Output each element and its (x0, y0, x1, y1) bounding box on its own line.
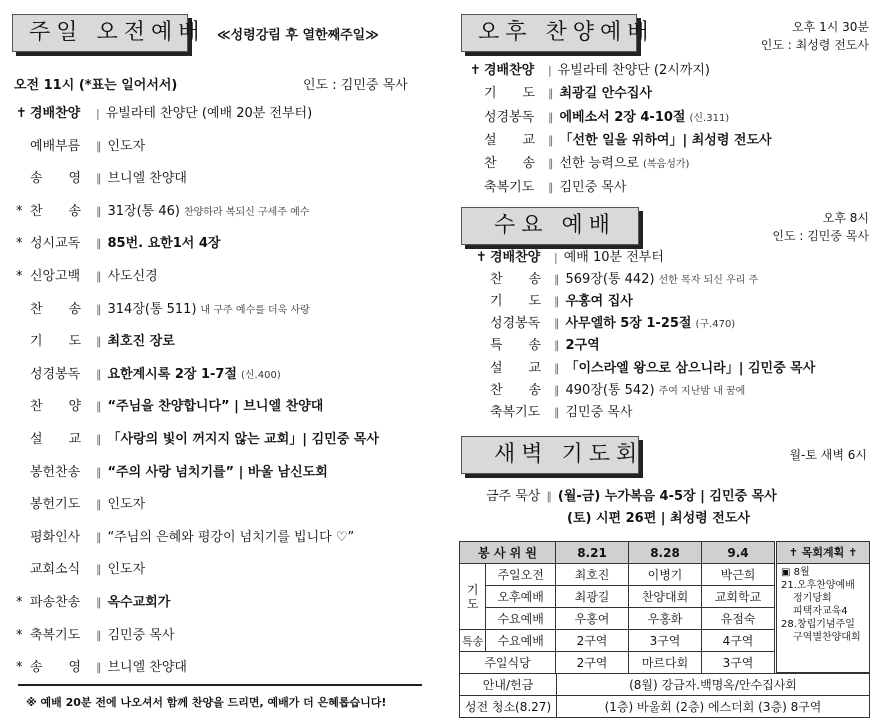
pastoral-plan-item: ▣ 8월 (781, 567, 810, 578)
order-label: 송 영 (30, 660, 82, 676)
order-item (16, 301, 310, 320)
schedule-guide-label: 안내/헌금 (460, 674, 557, 696)
order-item (470, 109, 729, 128)
order-label: 찬 송 (484, 156, 536, 172)
order-separator: ∥ (96, 270, 102, 283)
dawn-meditation-row (486, 488, 777, 506)
dawn-time: 월-토 새벽 6시 (789, 448, 867, 462)
service-schedule-footer-table (459, 673, 870, 718)
order-mark: * (16, 627, 23, 643)
schedule-row-label: 주일오전 (486, 564, 556, 586)
wednesday-time: 오후 8시 (822, 211, 869, 225)
afternoon-leader: 인도 : 최성령 전도사 (760, 38, 869, 52)
afternoon-title: 오후 찬양예배 (461, 14, 637, 52)
sunday-subtitle: ≪성령강림 후 열한째주일≫ (217, 28, 379, 43)
schedule-group-special: 특송 (460, 630, 486, 652)
order-label: 경배찬양 (484, 63, 535, 78)
order-content: 김민중 목사 (559, 179, 627, 195)
order-separator: ∥ (548, 157, 554, 171)
schedule-cell: 2구역 (556, 652, 629, 674)
order-item (470, 179, 626, 197)
schedule-cell: 최광길 (556, 586, 629, 608)
order-content: 2구역 (565, 338, 600, 354)
order-content: 「선한 일을 위하여」| 최성령 전도사 (559, 132, 772, 148)
order-separator: ∥ (96, 237, 102, 251)
order-label: 경배찬양 (30, 106, 81, 121)
order-item (470, 62, 710, 80)
order-label: 기 도 (484, 86, 536, 102)
order-separator: ∥ (554, 339, 560, 353)
order-mark: * (16, 660, 23, 676)
order-separator: ∥ (554, 273, 560, 287)
order-separator: ∥ (96, 563, 102, 577)
order-item (16, 431, 379, 449)
order-separator: ∥ (96, 139, 102, 153)
order-item (16, 464, 328, 482)
dawn-sep: ∥ (546, 490, 552, 503)
order-note: 찬양하라 복되신 구세주 예수 (183, 206, 310, 218)
order-label: 성경봉독 (484, 109, 535, 125)
pastoral-plan-item: 구역별찬양대회 (793, 632, 861, 643)
order-content: 사도신경 (107, 269, 158, 284)
order-label: 특 송 (490, 338, 542, 354)
dawn-line2: (토) 시편 26편 | 최성령 전도사 (567, 511, 750, 526)
order-item (476, 271, 758, 290)
order-item (470, 132, 772, 150)
order-content: 사무엘하 5장 1-25절 (565, 316, 692, 332)
order-separator: ∥ (96, 498, 102, 512)
order-item (16, 659, 187, 677)
order-note: 선한 목자 되신 우리 주 (658, 275, 759, 287)
order-item (16, 529, 354, 547)
wednesday-leader: 인도 : 김민중 목사 (772, 229, 869, 243)
schedule-header-title: 봉 사 위 원 (460, 542, 556, 564)
order-separator: ∥ (96, 628, 102, 642)
order-mark: ✝ (16, 106, 27, 121)
order-separator: ∥ (548, 87, 554, 101)
order-label: 설 교 (484, 132, 536, 148)
order-label: 찬 송 (30, 301, 82, 317)
schedule-guide-value: (8월) 강금자.백명옥/안수집사회 (557, 674, 870, 696)
schedule-cell: 교회학교 (702, 586, 775, 608)
order-item (476, 382, 745, 401)
sunday-leader: 인도 : 김민중 목사 (303, 78, 408, 93)
order-note: (복음성가) (642, 159, 690, 171)
order-content: 우홍여 집사 (565, 294, 633, 310)
order-separator: ∥ (554, 295, 560, 309)
order-label: 축복기도 (30, 627, 81, 643)
order-note: (구.470) (695, 319, 736, 331)
order-separator: ∥ (96, 596, 102, 609)
order-content: 31장(통 46) (107, 203, 180, 219)
order-label: 봉헌찬송 (30, 464, 81, 480)
order-content: 최광길 안수집사 (559, 86, 652, 102)
order-note: 내 구주 예수를 더욱 사랑 (200, 304, 310, 316)
schedule-cell: 2구역 (556, 630, 629, 652)
order-content: 490장(통 542) (565, 382, 655, 398)
order-label: 기 도 (30, 334, 82, 350)
order-separator: ∥ (96, 335, 102, 349)
order-item (16, 496, 145, 514)
order-item (470, 155, 689, 174)
order-content: 인도자 (107, 497, 146, 513)
order-content: “주님의 은혜와 평강이 넘치기를 빕니다 ♡” (107, 529, 355, 545)
schedule-cleaning-value: (1층) 바울회 (2층) 에스더회 (3층) 8구역 (557, 696, 870, 718)
schedule-row-label: 수요예배 (486, 630, 556, 652)
order-item (16, 561, 145, 579)
schedule-cell: 박근희 (702, 564, 775, 586)
schedule-cell: 우홍여 (556, 608, 629, 630)
schedule-cleaning-label: 성전 청소(8.27) (460, 696, 557, 718)
dawn-line1: (월-금) 누가복음 4-5장 | 김민중 목사 (557, 489, 777, 504)
order-mark: * (16, 595, 23, 610)
order-item (16, 268, 158, 286)
sunday-divider (18, 684, 422, 686)
order-separator: | (548, 64, 552, 77)
order-content: 인도자 (107, 562, 146, 578)
order-mark: * (16, 203, 23, 219)
order-label: 찬 송 (490, 272, 542, 288)
order-content: 선한 능력으로 (559, 156, 639, 172)
order-separator: ∥ (96, 433, 102, 446)
order-label: 축복기도 (484, 179, 535, 195)
order-separator: ∥ (554, 405, 560, 419)
order-separator: | (96, 107, 100, 120)
order-content: 유빌라테 찬양단 (예배 20분 전부터) (105, 106, 313, 121)
schedule-header-date: 8.28 (629, 542, 702, 564)
dawn-label: 금주 묵상 (486, 489, 541, 504)
order-item (16, 627, 174, 645)
pastoral-plan-items (777, 564, 869, 646)
order-item (476, 360, 815, 378)
schedule-row-label: 수요예배 (486, 608, 556, 630)
order-separator: ∥ (96, 204, 102, 218)
order-separator: ∥ (554, 361, 560, 375)
order-content: 예배 10분 전부터 (563, 250, 664, 265)
service-schedule-table (459, 541, 775, 674)
schedule-cell: 최호진 (556, 564, 629, 586)
order-content: 김민중 목사 (107, 627, 175, 643)
order-separator: ∥ (554, 383, 560, 397)
pastoral-plan-item: 28.창립기념주일 (781, 619, 855, 630)
order-content: 「사랑의 빛이 꺼지지 않는 교회」| 김민중 목사 (107, 432, 379, 447)
pastoral-plan-title: ✝ 목회계획 ✝ (777, 542, 869, 564)
order-content: 최호진 장로 (107, 334, 175, 350)
order-content: 에베소서 2장 4-10절 (559, 109, 686, 125)
order-separator: ∥ (96, 367, 102, 381)
schedule-group-prayer: 기도 (460, 564, 486, 630)
order-mark: * (16, 236, 23, 252)
order-mark: ✝ (476, 250, 487, 265)
order-content: 85번. 요한1서 4장 (107, 236, 221, 252)
order-label: 신앙고백 (30, 269, 81, 284)
order-label: 기 도 (490, 294, 542, 310)
order-label: 설 교 (490, 360, 542, 376)
schedule-header-date: 8.21 (556, 542, 629, 564)
order-label: 찬 송 (490, 382, 542, 398)
schedule-cell: 이병기 (629, 564, 702, 586)
order-separator: ∥ (548, 110, 554, 124)
order-item (476, 315, 735, 334)
order-label: 예배부름 (30, 138, 81, 154)
order-label: 성경봉독 (490, 316, 541, 332)
schedule-cell: 3구역 (702, 652, 775, 674)
order-mark: ✝ (470, 63, 481, 78)
order-separator: ∥ (548, 133, 554, 147)
schedule-cell: 우홍화 (629, 608, 702, 630)
order-label: 송 영 (30, 171, 82, 187)
order-content: 「이스라엘 왕으로 삼으니라」| 김민중 목사 (565, 360, 816, 376)
order-content: 브니엘 찬양대 (107, 660, 187, 676)
order-mark: * (16, 269, 23, 284)
order-content: 김민중 목사 (565, 404, 633, 420)
order-separator: ∥ (96, 400, 102, 414)
schedule-cell: 4구역 (702, 630, 775, 652)
order-label: 축복기도 (490, 404, 541, 420)
schedule-cell: 찬양대회 (629, 586, 702, 608)
order-separator: | (554, 251, 558, 264)
order-label: 설 교 (30, 432, 82, 447)
schedule-cell: 유점숙 (702, 608, 775, 630)
schedule-row-label: 오후예배 (486, 586, 556, 608)
order-note: (신.311) (689, 112, 730, 124)
order-content: “주님을 찬양합니다” | 브니엘 찬양대 (107, 399, 324, 415)
sunday-time: 오전 11시 (*표는 일어서서) (14, 78, 178, 93)
order-label: 경배찬양 (490, 250, 541, 265)
order-content: 569장(통 442) (565, 272, 655, 288)
schedule-cell: 3구역 (629, 630, 702, 652)
order-item (16, 105, 312, 123)
order-label: 성시교독 (30, 236, 81, 252)
order-separator: ∥ (96, 465, 102, 479)
order-item (476, 404, 632, 422)
schedule-meal-label: 주일식당 (460, 652, 556, 674)
schedule-header-date: 9.4 (702, 542, 775, 564)
order-content: 314장(통 511) (107, 301, 197, 317)
order-label: 찬 양 (30, 399, 82, 415)
dawn-title: 새벽 기도회 (461, 436, 639, 474)
order-label: 찬 송 (30, 203, 82, 219)
order-separator: ∥ (96, 172, 102, 186)
order-note: (신.400) (241, 369, 281, 381)
order-item (16, 333, 175, 351)
order-content: 요한계시록 2장 1-7절 (107, 366, 237, 382)
afternoon-time: 오후 1시 30분 (792, 20, 869, 34)
order-separator: ∥ (96, 661, 102, 675)
order-item (476, 293, 633, 311)
order-item (16, 203, 309, 222)
order-label: 성경봉독 (30, 366, 81, 382)
order-label: 봉헌기도 (30, 497, 81, 513)
pastoral-plan-box (776, 541, 870, 673)
order-label: 교회소식 (30, 562, 81, 578)
order-item (16, 398, 323, 416)
order-label: 평화인사 (30, 529, 81, 545)
order-item (16, 366, 281, 385)
order-item (16, 138, 145, 156)
order-item (470, 85, 652, 103)
sunday-footer-note: ※ 예배 20분 전에 나오셔서 함께 찬양을 드리면, 예배가 더 은혜롭습니다! (26, 696, 387, 709)
order-separator: ∥ (96, 530, 102, 544)
order-item (16, 594, 170, 612)
order-note: 주여 지난밤 내 꿈에 (658, 385, 746, 397)
order-item (476, 249, 664, 267)
order-item (476, 337, 600, 355)
order-item (16, 235, 220, 253)
sunday-morning-title: 주일 오전예배 (12, 14, 188, 52)
order-separator: ∥ (554, 317, 560, 331)
order-content: “주의 사랑 넘치기를” | 바울 남신도회 (107, 464, 328, 480)
order-item (16, 170, 187, 188)
order-separator: ∥ (96, 302, 102, 316)
order-label: 파송찬송 (30, 595, 81, 610)
pastoral-plan-item: 정기당회 (793, 593, 832, 604)
wednesday-title: 수요 예배 (461, 207, 639, 245)
order-content: 유빌라테 찬양단 (2시까지) (557, 63, 710, 78)
pastoral-plan-item: 피택자교육4 (793, 606, 848, 617)
order-content: 옥수교회가 (107, 595, 171, 610)
order-content: 브니엘 찬양대 (107, 171, 187, 187)
order-content: 인도자 (107, 138, 146, 154)
schedule-cell: 마르다회 (629, 652, 702, 674)
pastoral-plan-item: 21.오후찬양예배 (781, 580, 855, 591)
order-separator: ∥ (548, 180, 554, 194)
